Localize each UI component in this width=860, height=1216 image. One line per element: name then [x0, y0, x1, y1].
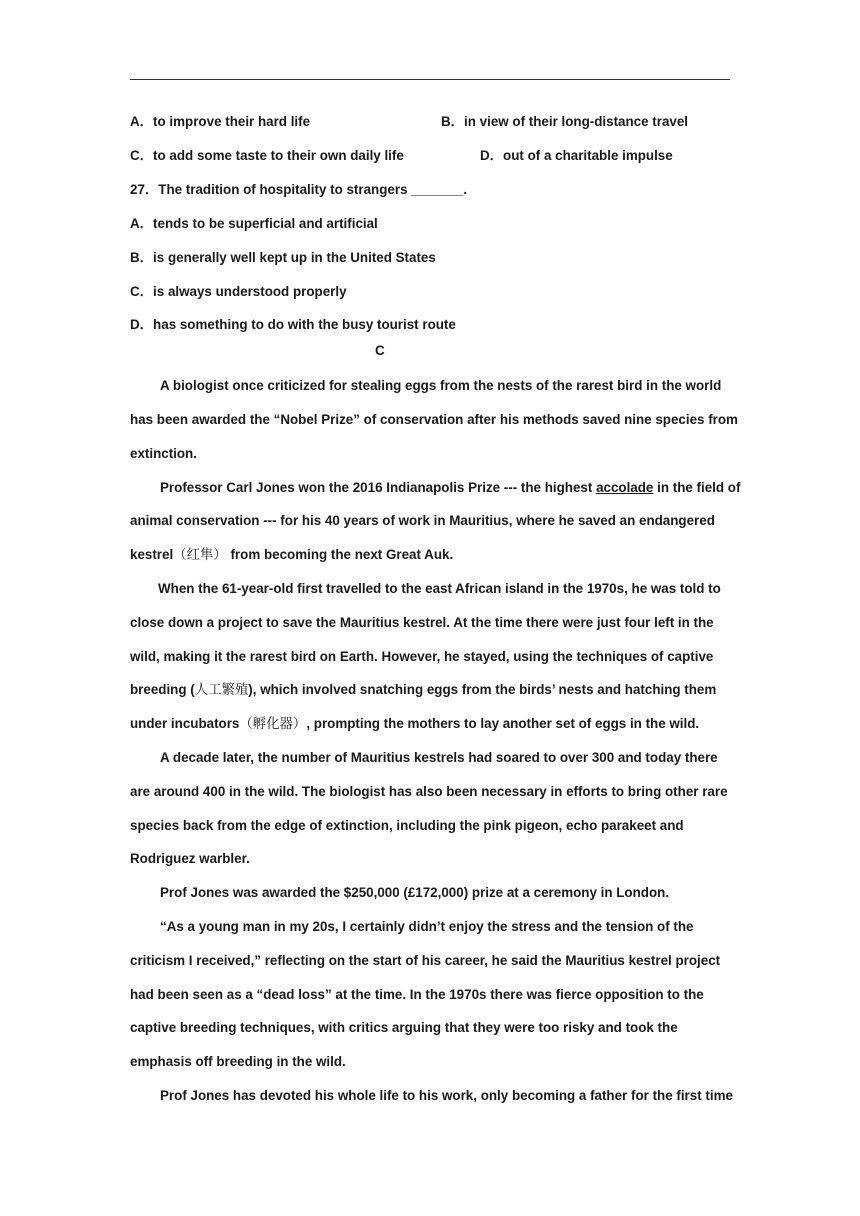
passage-line: When the 61-year-old first travelled to the east African island in the 1970s, he was told to: [158, 581, 721, 596]
passage-line: [130, 546, 453, 565]
option-26-b: B．in view of their long-distance travel: [441, 114, 689, 129]
option-27-d: D．has something to do with the busy tourist route: [130, 317, 456, 332]
passage-line: captive breeding techniques, with critics arguing that they were too risky and took the: [130, 1020, 678, 1035]
option-27-c: C．is always understood properly: [130, 284, 347, 299]
passage-line: Prof Jones was awarded the $250,000 (£172,000) prize at a ceremony in London.: [160, 885, 670, 900]
passage-line: close down a project to save the Mauritius kestrel. At the time there were just four left in the: [130, 615, 714, 630]
passage-line: Rodriguez warbler.: [130, 851, 250, 866]
passage-line: animal conservation --- for his 40 years of work in Mauritius, where he saved an endangered: [130, 513, 715, 528]
option-26-c: C．to add some taste to their own daily life: [130, 148, 404, 163]
passage-line: A biologist once criticized for stealing eggs from the nests of the rarest bird in the world: [160, 378, 722, 393]
passage-text: breeding (: [130, 682, 195, 697]
passage-line: has been awarded the “Nobel Prize” of conservation after his methods saved nine species from: [130, 412, 738, 427]
passage-line: species back from the edge of extinction, including the pink pigeon, echo parakeet and: [130, 818, 684, 833]
passage-text: ), which involved snatching eggs from the birds’ nests and hatching them: [248, 682, 717, 697]
passage-line: had been seen as a “dead loss” at the time. In the 1970s there was fierce opposition to the: [130, 987, 704, 1002]
question-27-stem: 27．The tradition of hospitality to strangers _______.: [130, 182, 468, 197]
passage-text: in the field of: [653, 480, 741, 495]
option-26-a: A．to improve their hard life: [130, 114, 311, 129]
header-rule: [130, 79, 730, 80]
passage-text: from becoming the next Great Auk.: [226, 547, 454, 562]
passage-text: Professor Carl Jones won the 2016 Indianapolis Prize --- the highest: [160, 480, 593, 495]
passage-line: [130, 715, 699, 734]
underlined-word-accolade: accolade: [596, 480, 654, 495]
passage-text: kestrel: [130, 547, 174, 562]
passage-line: are around 400 in the wild. The biologist has also been necessary in efforts to bring other rare: [130, 784, 728, 799]
passage-line: Prof Jones has devoted his whole life to his work, only becoming a father for the first time: [160, 1088, 733, 1103]
chinese-gloss: 人工繁殖: [194, 683, 249, 698]
option-27-a: A．tends to be superficial and artificial: [130, 216, 378, 231]
section-c-heading: C: [375, 343, 385, 358]
passage-line: “As a young man in my 20s, I certainly didn’t enjoy the stress and the tension of the: [160, 919, 694, 934]
passage-text: , prompting the mothers to lay another set of eggs in the wild.: [306, 716, 700, 731]
chinese-gloss: （孵化器）: [239, 717, 307, 732]
passage-line: emphasis off breeding in the wild.: [130, 1054, 346, 1069]
passage-line: wild, making it the rarest bird on Earth. However, he stayed, using the techniques of captive: [130, 649, 714, 664]
option-26-d: D．out of a charitable impulse: [480, 148, 673, 163]
passage-line: A decade later, the number of Mauritius kestrels had soared to over 300 and today there: [160, 750, 718, 765]
passage-text: under incubators: [130, 716, 240, 731]
passage-line: extinction.: [130, 446, 197, 461]
chinese-gloss: （红隼）: [173, 548, 227, 563]
option-27-b: B．is generally well kept up in the United States: [130, 250, 436, 265]
passage-line: [130, 681, 716, 700]
passage-line: [160, 479, 740, 497]
passage-line: criticism I received,” reflecting on the start of his career, he said the Mauritius kestrel project: [130, 953, 721, 968]
